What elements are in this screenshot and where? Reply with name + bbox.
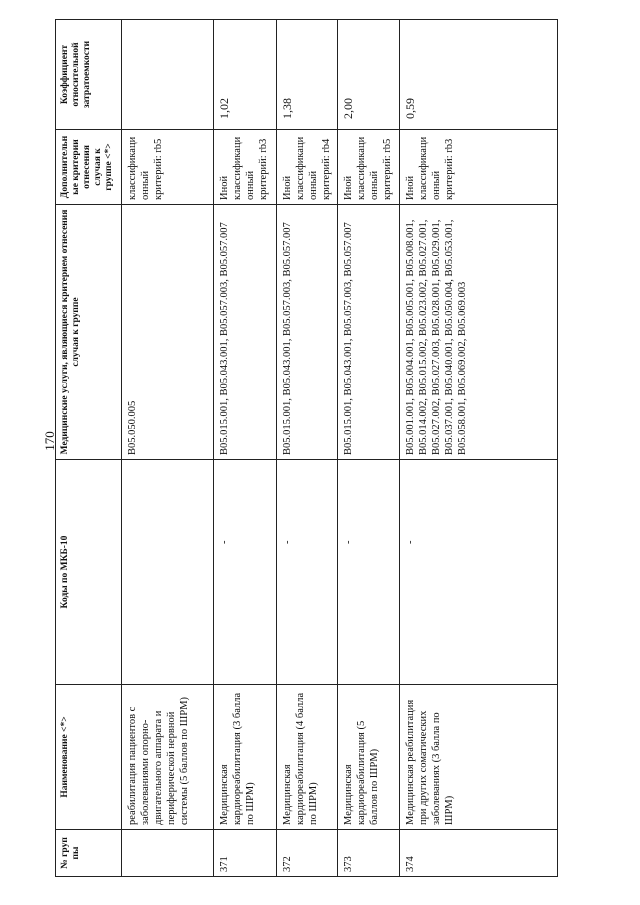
cell-num: 374: [400, 830, 558, 877]
rotated-table-container: [55, 20, 555, 877]
cell-extra-criteria: Иной классификационный критерий: rb3: [214, 130, 277, 205]
cell-num: 371: [214, 830, 277, 877]
page-number: 170: [41, 431, 57, 451]
cell-name: реабилитация пациентов с заболеваниями опорно-двигательного аппарата и периферической нервной системы (5 баллов по ШРМ): [122, 685, 214, 830]
cell-coefficient: 0,59: [400, 20, 558, 130]
table-row: [338, 20, 400, 877]
cell-mkb: -: [400, 460, 558, 685]
cell-coefficient: 1,38: [277, 20, 338, 130]
cell-coefficient: [122, 20, 214, 130]
header-extra-criteria: Дополнительные критерии отнесения случая к группе <*>: [56, 130, 122, 205]
cell-services: B05.015.001, B05.043.001, B05.057.003, B05.057.007: [338, 205, 400, 460]
cell-num: 372: [277, 830, 338, 877]
table-header-row: [56, 20, 122, 877]
cell-extra-criteria: классификационный критерий: rb5: [122, 130, 214, 205]
cell-mkb: -: [214, 460, 277, 685]
header-mkb: Коды по МКБ-10: [56, 460, 122, 685]
cell-services: B05.050.005: [122, 205, 214, 460]
cell-services: B05.015.001, B05.043.001, B05.057.003, B05.057.007: [277, 205, 338, 460]
table-row: [400, 20, 558, 877]
header-name: Наименование <*>: [56, 685, 122, 830]
cell-num: 373: [338, 830, 400, 877]
table-row: [277, 20, 338, 877]
cell-services: B05.001.001, B05.004.001, B05.005.001, B05.008.001, B05.014.002, B05.015.002, B05.023.002, B05.027.001, B05.027.002, B05.027.003, B05.028.001, B05.029.001, B05.037.001, B05.040.001, B05.050.004, B05.053.001, B05.058.001, B05.069.002, B05.069.003: [400, 205, 558, 460]
cell-extra-criteria: Иной классификационный критерий: rb4: [277, 130, 338, 205]
cell-extra-criteria: Иной классификационный критерий: rb3: [400, 130, 558, 205]
cell-num: [122, 830, 214, 877]
cell-name: Медицинская кардиореабилитация (5 баллов по ШРМ): [338, 685, 400, 830]
cell-coefficient: 1,02: [214, 20, 277, 130]
cell-mkb: -: [338, 460, 400, 685]
header-num: № груп пы: [56, 830, 122, 877]
cell-name: Медицинская реабилитация при других соматических заболеваниях (3 балла по ШРМ): [400, 685, 558, 830]
cell-name: Медицинская кардиореабилитация (4 балла по ШРМ): [277, 685, 338, 830]
cell-name: Медицинская кардиореабилитация (3 балла по ШРМ): [214, 685, 277, 830]
cell-services: B05.015.001, B05.043.001, B05.057.003, B05.057.007: [214, 205, 277, 460]
header-coefficient: Коэффициент относительной затратоемкости: [56, 20, 122, 130]
cell-mkb: [122, 460, 214, 685]
header-services: Медицинские услуги, являющиеся критерием отнесения случая к группе: [56, 205, 122, 460]
cell-coefficient: 2,00: [338, 20, 400, 130]
cell-mkb: -: [277, 460, 338, 685]
groups-table: [55, 19, 558, 877]
cell-extra-criteria: Иной классификационный критерий: rb5: [338, 130, 400, 205]
table-row: [214, 20, 277, 877]
table-row: [122, 20, 214, 877]
